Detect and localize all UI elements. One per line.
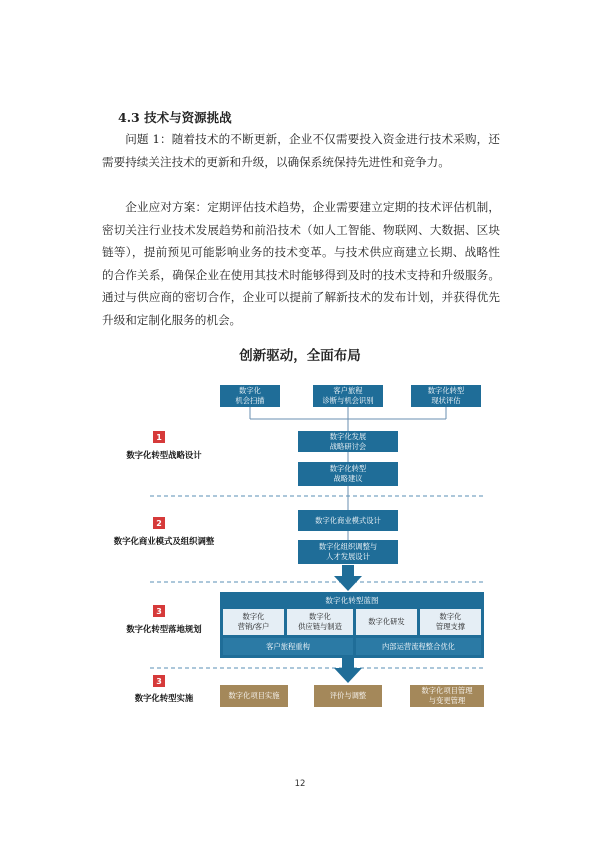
problem-paragraph: 问题 1：随着技术的不断更新，企业不仅需要投入资金进行技术采购，还需要持续关注技术的更新和升级，以确保系统保持先进性和竞争力。: [102, 132, 500, 169]
impl-project-execution: 数字化项目实施: [220, 685, 288, 707]
top-box-opportunity-scan: 数字化 机会扫描: [220, 385, 280, 407]
stage-4-badge: 3: [153, 675, 165, 687]
solution-paragraph: 企业应对方案：定期评估技术趋势，企业需要建立定期的技术评估机制，密切关注行业技术发展趋势和前沿技术（如人工智能、物联网、大数据、区块链等），提前预见可能影响业务的技术变革。与技术供应商建立长期、战略性的合作关系，确保企业在使用其技术时能够得到及时的技术支持和升级服务。通过与供应商的密切合作，企业可以提前了解新技术的发布计划，并获得优先升级和定制化服务的机会。: [102, 200, 500, 327]
customer-journey-rebuild: 客户旅程重构: [223, 638, 353, 655]
stage-3-label: 数字化转型落地规划: [126, 624, 202, 634]
strategy-advice-box: 数字化转型 战略建议: [298, 462, 398, 486]
stage-3-badge: 3: [153, 605, 165, 617]
stage-4-label: 数字化转型实施: [134, 693, 194, 703]
blueprint-management: 数字化 管理支撑: [420, 609, 481, 635]
internal-ops-integration: 内部运营流程整合优化: [356, 638, 481, 655]
stage-1-badge: 1: [153, 431, 165, 443]
blueprint-rnd: 数字化研发: [356, 609, 417, 635]
blueprint-marketing: 数字化 营销/客户: [223, 609, 284, 635]
diagram-title: 创新驱动，全面布局: [239, 348, 361, 364]
top-box-status-assessment: 数字化转型 现状评估: [411, 385, 481, 407]
impl-change-management: 数字化项目管理 与变更管理: [410, 685, 484, 707]
blueprint-supply-chain: 数字化 供应链与制造: [287, 609, 353, 635]
business-model-box: 数字化商业模式设计: [298, 510, 398, 531]
impl-evaluation: 评价与调整: [314, 685, 382, 707]
org-talent-box: 数字化组织调整与 人才发展设计: [298, 540, 398, 564]
section-heading: 4.3 技术与资源挑战: [118, 110, 232, 125]
stage-2-label: 数字化商业模式及组织调整: [113, 536, 215, 546]
page-number: 12: [294, 779, 306, 789]
stage-1-label: 数字化转型战略设计: [126, 450, 202, 460]
stage-2-badge: 2: [153, 517, 165, 529]
blueprint-header: 数字化转型蓝图: [220, 593, 484, 608]
top-box-customer-journey: 客户旅程 诊断与机会识别: [313, 385, 383, 407]
strategy-workshop-box: 数字化发展 战略研讨会: [298, 431, 398, 452]
